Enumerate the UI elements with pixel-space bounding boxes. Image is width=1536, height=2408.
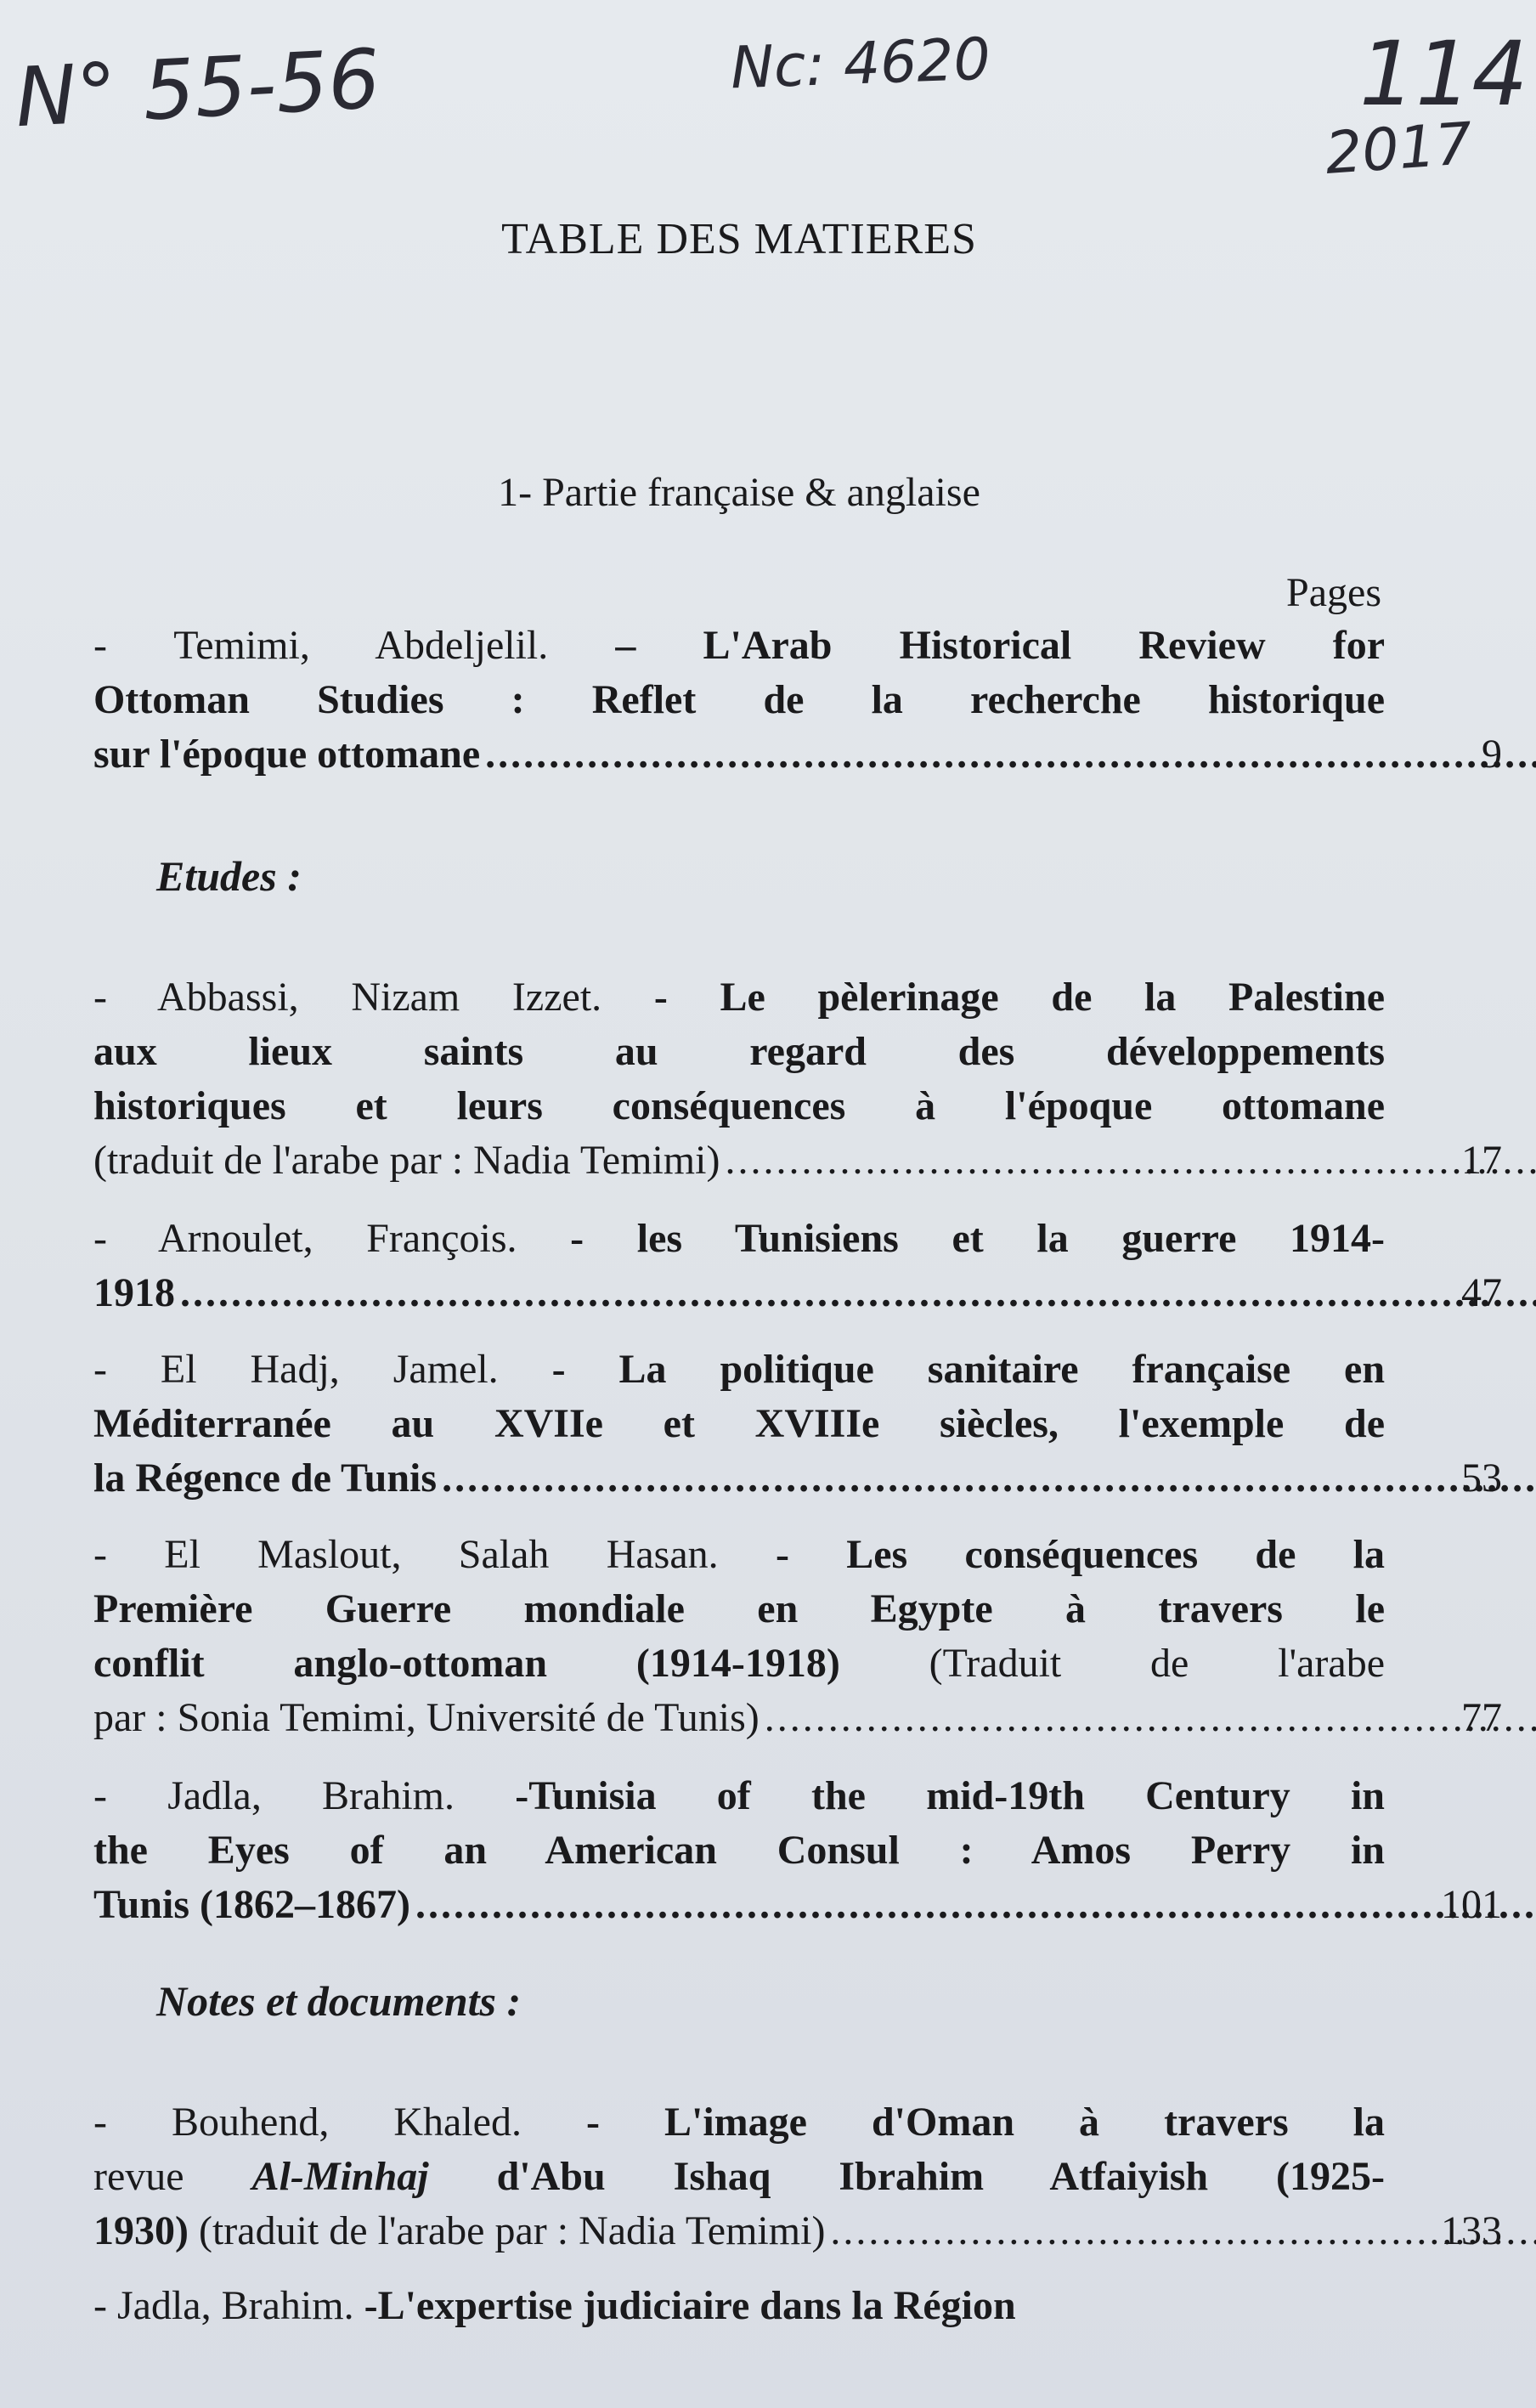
entry-line: Ottoman Studies : Reflet de la recherche historique (93, 677, 1385, 722)
entry-line: revue Al-Minhaj d'Abu Ishaq Ibrahim Atfaiyish (1925- (93, 2154, 1386, 2199)
entry-line (93, 619, 1385, 673)
dot-leader (180, 1270, 1536, 1315)
entry-page-number: 53 (1461, 1456, 1502, 1501)
entry-line: - El Maslout, Salah Hasan. - Les conséquences de la (93, 1532, 1386, 1577)
entry-line: conflit anglo-ottoman (1914-1918) (Traduit de l'arabe (93, 1641, 1386, 1686)
entry-author: - El Maslout, Salah Hasan. (93, 1532, 719, 1577)
entry-page-number: 101 (1441, 1882, 1502, 1927)
entry-author: - Temimi, Abdeljelil. (93, 623, 549, 668)
entry-line: 1918..... (93, 1266, 1385, 1320)
entry-line: Méditerranée au XVIIe et XVIIIe siècles, l'exemple de (93, 1401, 1385, 1446)
entry-page-number: 17 (1461, 1138, 1502, 1183)
entry-author: - Arnoulet, François. (93, 1216, 517, 1261)
pages-column-heading: Pages (1286, 570, 1381, 615)
toc-entry-jadla-expertise (93, 2279, 1385, 2333)
entry-page-number: 9 (1482, 732, 1502, 777)
toc-entry-temimi (93, 619, 1502, 782)
entry-line: 1930) (traduit de l'arabe par : Nadia Temimi)..... (93, 2204, 1385, 2258)
toc-entry-bouhend (93, 2095, 1502, 2258)
handwritten-catalog-number: Nc: 4620 (729, 25, 992, 103)
dot-leader (442, 1456, 1536, 1501)
entry-author: - Jadla, Brahim. (93, 2283, 354, 2328)
dot-leader (415, 1882, 1536, 1927)
entry-line: - Jadla, Brahim. -Tunisia of the mid-19th Century in (93, 1773, 1385, 1818)
entry-line: the Eyes of an American Consul : Amos Perry in (93, 1828, 1385, 1873)
entry-line: Tunis (1862–1867)..... (93, 1878, 1385, 1932)
entry-author: - El Hadj, Jamel. (93, 1347, 499, 1392)
entry-line: aux lieux saints au regard des développements (93, 1029, 1385, 1074)
part-heading: 1- Partie française & anglaise (498, 470, 980, 515)
entry-line: - Bouhend, Khaled. - L'image d'Oman à travers la (93, 2100, 1386, 2145)
entry-line: sur l'époque ottomane..... (93, 727, 1385, 782)
handwritten-volume-number: 114 (1359, 22, 1528, 126)
entry-title-part: – L'Arab Historical Review for (615, 623, 1385, 668)
entry-line: - Arnoulet, François. - les Tunisiens et la guerre 1914- (93, 1216, 1386, 1261)
toc-entry-jadla-tunisia (93, 1769, 1502, 1932)
entry-line: (traduit de l'arabe par : Nadia Temimi)..... (93, 1133, 1385, 1188)
handwritten-issue-number: N° 55-56 (13, 31, 382, 146)
toc-entry-arnoulet (93, 1212, 1502, 1320)
entry-line: - El Hadj, Jamel. - La politique sanitaire française en (93, 1347, 1386, 1392)
dot-leader (485, 732, 1536, 777)
entry-line: Première Guerre mondiale en Egypte à travers le (93, 1586, 1385, 1631)
handwritten-year: 2017 (1323, 110, 1475, 188)
entry-page-number: 133 (1441, 2208, 1502, 2253)
entry-line: - Jadla, Brahim. -L'expertise judiciaire dans la Région (93, 2283, 1016, 2328)
entry-author: - Bouhend, Khaled. (93, 2100, 522, 2145)
section-heading-etudes: Etudes : (156, 852, 302, 900)
toc-entry-abbassi (93, 970, 1502, 1188)
entry-line: - Abbassi, Nizam Izzet. - Le pèlerinage de la Palestine (93, 975, 1386, 1020)
section-heading-notes: Notes et documents : (156, 1977, 522, 2025)
entry-line: par : Sonia Temimi, Université de Tunis)..... (93, 1691, 1385, 1745)
page-title: TABLE DES MATIERES (501, 215, 977, 263)
entry-page-number: 77 (1461, 1695, 1502, 1740)
toc-entry-el-maslout (93, 1528, 1502, 1745)
entry-author: - Abbassi, Nizam Izzet. (93, 975, 602, 1020)
entry-line: historiques et leurs conséquences à l'époque ottomane (93, 1083, 1385, 1128)
entry-page-number: 47 (1461, 1270, 1502, 1315)
entry-author: - Jadla, Brahim. (93, 1773, 455, 1818)
toc-entry-el-hadj (93, 1342, 1502, 1506)
entry-line: la Régence de Tunis..... (93, 1451, 1385, 1506)
